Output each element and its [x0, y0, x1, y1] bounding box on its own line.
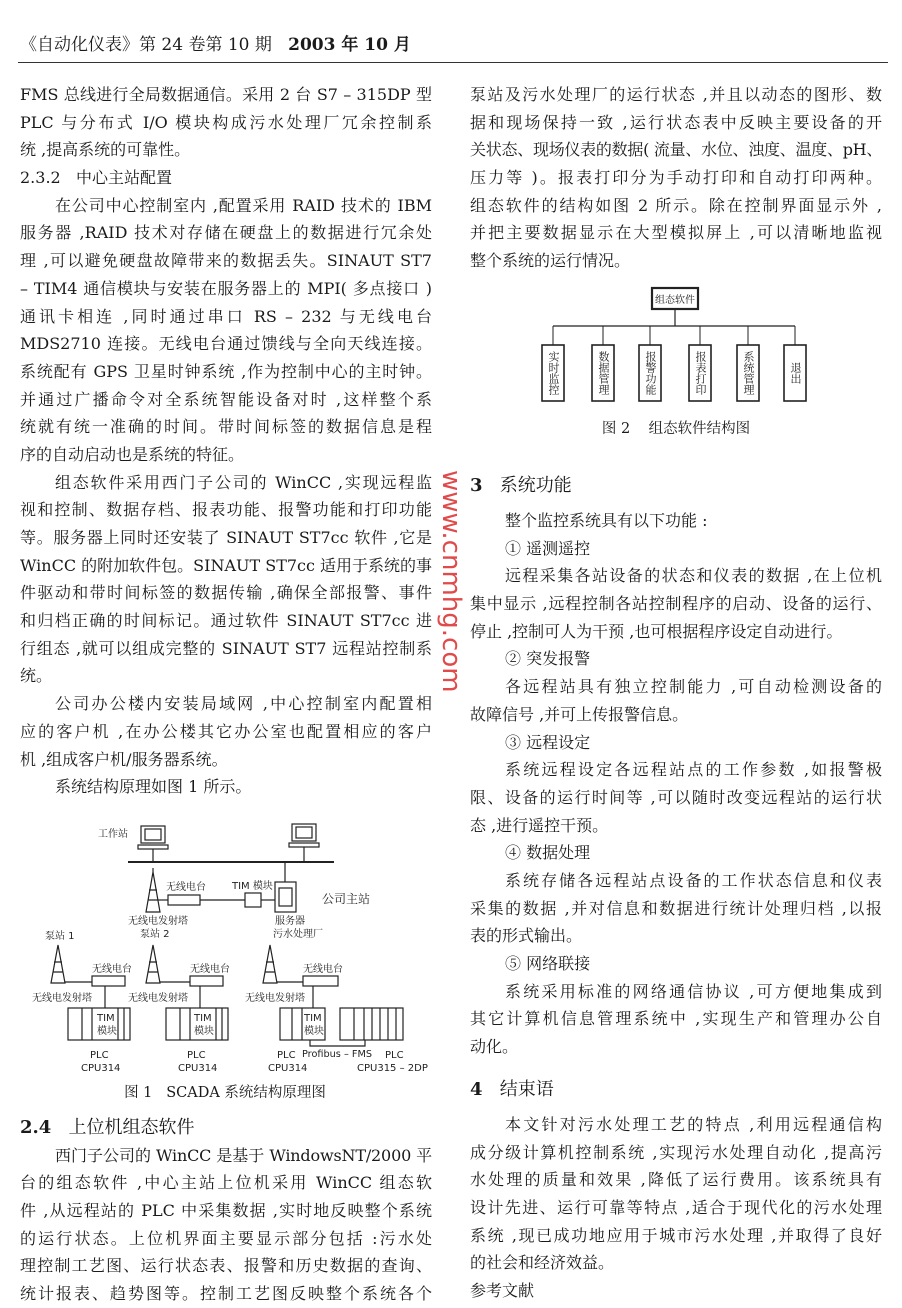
paragraph — [470, 867, 882, 950]
paragraph — [470, 978, 882, 1061]
text-line: 行组态 ,就可以组成完整的 SINAUT ST7 远程站控制系 — [20, 638, 432, 658]
text-line: 统。 — [20, 666, 53, 686]
text-line: 的社会和经济效益。 — [470, 1253, 615, 1273]
text-line: 理 ,可以避免硬盘故障带来的数据丢失。SINAUT ST7 — [20, 251, 432, 271]
plc-rack-icon — [340, 1008, 403, 1040]
fig2-root-label: 组态软件 — [655, 295, 695, 306]
paragraph — [470, 81, 882, 275]
text-line: ⑤ 网络联接 — [505, 954, 591, 973]
label-plant: 污水处理厂 — [273, 929, 323, 940]
profibus-line — [310, 1040, 365, 1046]
label-tim-module: 模块 — [304, 1026, 324, 1037]
text-line: ② 突发报警 — [505, 649, 591, 669]
fig2-child-label: 报警功能 — [644, 351, 657, 395]
tim-module-icon — [245, 893, 261, 907]
text-line: 据和现场保持一致 ,运行状态表中反映主要设备的开 — [470, 112, 882, 132]
label-server: 服务器 — [275, 916, 305, 927]
paragraph — [470, 950, 882, 978]
label-radio: 无线电台 — [92, 964, 132, 975]
text-line: 停止 ,控制可人为干预 ,也可根据程序设定自动进行。 — [470, 621, 843, 641]
text-line: 其它计算机信息管理系统中 ,实现生产和管理办公自 — [470, 1009, 882, 1029]
text-line: 限、设备的运行时间等 ,可以随时改变远程站的运行状 — [470, 787, 882, 807]
text-line: 和归档正确的时间标记。通过软件 SINAUT ST7cc 进 — [20, 611, 432, 631]
section-title: 上位机组态软件 — [68, 1117, 195, 1138]
watermark: www.cnmhg.com — [436, 470, 466, 693]
text-line: 并把主要数据显示在大型模拟屏上 ,可以清晰地监视 — [470, 223, 882, 243]
paragraph — [470, 562, 882, 645]
left-column-bottom — [20, 1114, 432, 1308]
text-line: 成分级计算机控制系统 ,实现污水处理自动化 ,提高污 — [470, 1142, 882, 1162]
text-line: – TIM4 通信模块与安装在服务器上的 MPI( 多点接口 ) — [20, 278, 432, 298]
text-line: 整个监控系统具有以下功能 : — [505, 511, 708, 530]
text-line: 视和控制、数据存档、报表功能、报警功能和打印功能 — [20, 500, 432, 520]
paragraph — [470, 756, 882, 839]
text-line: ③ 远程设定 — [505, 732, 591, 752]
label-plc: PLC — [187, 1050, 206, 1061]
section-number: 4 — [470, 1079, 483, 1100]
fig2-child-label: 退出 — [789, 362, 802, 384]
figure-2-structure-diagram — [530, 282, 820, 412]
issue-date: 2003 年 10 月 — [288, 35, 411, 55]
text-line: 机 ,组成客户机/服务器系统。 — [20, 749, 228, 769]
label-tower: 无线电发射塔 — [245, 993, 305, 1004]
journal-name: 《自动化仪表》第 24 卷第 10 期 — [20, 35, 272, 55]
section-heading — [470, 1069, 882, 1111]
label-profibus: Profibus – FMS — [302, 1049, 372, 1060]
figure-1-scada-diagram — [0, 812, 450, 1082]
server-icon — [275, 882, 296, 912]
text-line: 远程采集各站设备的状态和仪表的数据 ,在上位机 — [505, 566, 882, 586]
radio-tower-icon — [263, 945, 277, 983]
right-column-top — [470, 81, 882, 275]
text-line: 泵站及污水处理厂的运行状态 ,并且以动态的图形、数 — [470, 85, 882, 104]
text-line: 理控制工艺图、运行状态表、报警和历史数据的查询、 — [20, 1256, 432, 1276]
label-tower: 无线电发射塔 — [32, 993, 92, 1004]
label-tim-module: TIM — [304, 1013, 322, 1024]
text-line: 在公司中心控制室内 ,配置采用 RAID 技术的 IBM — [55, 195, 432, 215]
paragraph — [20, 690, 432, 773]
text-line: 的运行状态。上位机界面主要显示部分包括 :污水处 — [20, 1228, 432, 1248]
label-tower: 无线电发射塔 — [128, 993, 188, 1004]
text-line: 组态软件的结构如图 2 所示。除在控制界面显示外 , — [470, 195, 882, 215]
radio-tower-icon — [146, 945, 160, 983]
text-line: 动化。 — [470, 1037, 519, 1057]
label-tim: TIM 模块 — [232, 881, 273, 892]
paragraph — [20, 1142, 432, 1308]
paragraph — [470, 839, 882, 867]
section-3 — [470, 465, 882, 1061]
text-line: 序的自动启动也是系统的特征。 — [20, 444, 245, 464]
header-rule — [18, 62, 888, 63]
section-4 — [470, 1069, 882, 1305]
text-line: ① 遥测遥控 — [505, 538, 591, 558]
section-heading — [20, 1114, 432, 1142]
paragraph — [470, 673, 882, 728]
label-tim-module: TIM — [194, 1013, 212, 1024]
text-line: 组态软件采用西门子公司的 WinCC ,实现远程监 — [55, 472, 432, 492]
text-line: 件驱动和带时间标签的数据传输 ,确保全部报警、事件 — [20, 583, 432, 603]
text-line: MDS2710 连接。无线电台通过馈线与全向天线连接。 — [20, 334, 432, 354]
text-line: 公司办公楼内安装局域网 ,中心控制室内配置相 — [55, 694, 432, 714]
section-heading — [470, 465, 882, 507]
text-line: 服务器 ,RAID 技术对存储在硬盘上的数据进行冗余处 — [20, 223, 432, 243]
paragraph — [20, 81, 432, 164]
label-cpu: CPU314 — [178, 1063, 218, 1074]
subsection-heading: 参考文献 — [470, 1281, 535, 1301]
text-line: WinCC 的附加软件包。SINAUT ST7cc 适用于系统的事 — [20, 555, 433, 575]
text-line: 系统采用标准的网络通信协议 ,可方便地集成到 — [505, 981, 882, 1001]
text-line: 西门子公司的 WinCC 是基于 WindowsNT/2000 平 — [55, 1145, 432, 1165]
text-line: 系统存储各远程站点设备的工作状态信息和仪表 — [505, 870, 882, 890]
section-title: 系统功能 — [499, 475, 572, 496]
radio-tower-icon — [146, 868, 160, 912]
label-plc: PLC — [385, 1050, 404, 1061]
text-line: 态 ,进行遥控干预。 — [470, 815, 609, 835]
text-line: 整个系统的运行情况。 — [470, 251, 631, 271]
paragraph — [470, 507, 882, 535]
label-cpu: CPU314 — [268, 1063, 308, 1074]
radio-box-icon — [303, 976, 338, 986]
text-line: 各远程站具有独立控制能力 ,可自动检测设备的 — [505, 677, 882, 697]
label-tim-module: TIM — [97, 1013, 115, 1024]
label-radio: 无线电台 — [303, 964, 343, 975]
label-cpu: CPU314 — [81, 1063, 121, 1074]
figure-1-caption: 图 1 SCADA 系统结构原理图 — [124, 1085, 326, 1101]
label-tower: 无线电发射塔 — [128, 916, 188, 927]
text-line: 水处理的质量和效果 ,降低了运行费用。该系统具有 — [470, 1170, 882, 1190]
workstation-computer-icon — [138, 826, 168, 849]
section-number: 3 — [470, 475, 483, 496]
text-line: 表的形式输出。 — [470, 926, 583, 946]
label-pump2: 泵站 2 — [140, 929, 170, 940]
fig2-child-label: 系统管理 — [742, 351, 755, 395]
paragraph — [20, 192, 432, 469]
label-workstation: 工作站 — [98, 829, 128, 840]
client-computer-icon — [289, 824, 319, 847]
radio-box-icon — [168, 895, 200, 905]
text-line: 压力等 )。报表打印分为手动打印和自动打印两种。 — [470, 168, 882, 188]
radio-box-icon — [92, 976, 125, 986]
label-pump1: 泵站 1 — [45, 931, 75, 942]
paragraph — [470, 1111, 882, 1277]
text-line: 应的客户机 ,在办公楼其它办公室也配置相应的客户 — [20, 721, 432, 741]
section-number: 2.4 — [20, 1117, 52, 1138]
text-line: 等。服务器上同时还安装了 SINAUT ST7cc 软件 ,它是 — [20, 528, 432, 547]
text-line: 采集的数据 ,并对信息和数据进行统计处理归档 ,以报 — [470, 898, 882, 918]
fig2-child-label: 数据管理 — [597, 351, 610, 395]
fig2-child-label: 实时监控 — [547, 351, 560, 395]
text-line: 关状态、现场仪表的数据( 流量、水位、浊度、温度、pH、 — [470, 140, 882, 160]
section-title: 结束语 — [499, 1079, 554, 1100]
text-line: PLC 与分布式 I/O 模块构成污水处理厂冗余控制系 — [20, 112, 432, 132]
subsection-heading: 2.3.2 中心主站配置 — [20, 168, 172, 188]
paragraph — [470, 729, 882, 757]
label-plc: PLC — [277, 1050, 296, 1061]
text-line: 通讯卡相连 ,同时通过串口 RS – 232 与无线电台 — [20, 306, 432, 326]
text-line: 系统结构原理如图 1 所示。 — [55, 777, 252, 797]
text-line: 集中显示 ,远程控制各站控制程序的启动、设备的运行、 — [470, 594, 882, 614]
text-line: 统 ,提高系统的可靠性。 — [20, 140, 191, 160]
paragraph — [20, 469, 432, 691]
label-radio: 无线电台 — [190, 964, 230, 975]
running-header — [20, 30, 411, 55]
radio-tower-icon — [51, 945, 65, 983]
text-line: ④ 数据处理 — [505, 843, 591, 863]
text-line: 台的组态软件 ,中心主站上位机采用 WinCC 组态软 — [20, 1173, 432, 1193]
paragraph — [470, 645, 882, 673]
text-line: 并通过广播命令对全系统智能设备对时 ,这样整个系 — [20, 389, 432, 409]
text-line: 统就有统一准确的时间。带时间标签的数据信息是程 — [20, 417, 432, 437]
text-line: 系统远程设定各远程站点的工作参数 ,如报警极 — [505, 760, 882, 780]
text-line: 设计先进、运行可靠等特点 ,适合于现代化的污水处理 — [470, 1198, 882, 1218]
text-line: 系统 ,现已成功地应用于城市污水处理 ,并取得了良好 — [470, 1225, 882, 1245]
text-line: 统计报表、趋势图等。控制工艺图反映整个系统各个 — [20, 1284, 432, 1304]
text-line: 系统配有 GPS 卫星时钟系统 ,作为控制中心的主时钟。 — [20, 361, 432, 381]
figure-2-caption: 图 2 组态软件结构图 — [601, 421, 751, 437]
label-tim-module: 模块 — [194, 1026, 214, 1037]
fig2-children — [542, 326, 806, 401]
label-hq: 公司主站 — [322, 892, 371, 906]
text-line: 本文针对污水处理工艺的特点 ,利用远程通信构 — [505, 1115, 882, 1134]
label-cpu: CPU315 – 2DP — [357, 1063, 428, 1074]
left-column-top — [20, 81, 432, 801]
radio-box-icon — [190, 976, 223, 986]
paragraph — [20, 773, 432, 801]
label-radio: 无线电台 — [166, 882, 206, 893]
text-line: FMS 总线进行全局数据通信。采用 2 台 S7 – 315DP 型 — [20, 85, 432, 104]
label-tim-module: 模块 — [97, 1026, 117, 1037]
fig2-child-label: 报表打印 — [694, 351, 707, 395]
text-line: 件 ,从远程站的 PLC 中采集数据 ,实时地反映整个系统 — [20, 1201, 432, 1221]
paragraph — [470, 535, 882, 563]
text-line: 故障信号 ,并可上传报警信息。 — [470, 704, 689, 724]
label-plc: PLC — [90, 1050, 109, 1061]
